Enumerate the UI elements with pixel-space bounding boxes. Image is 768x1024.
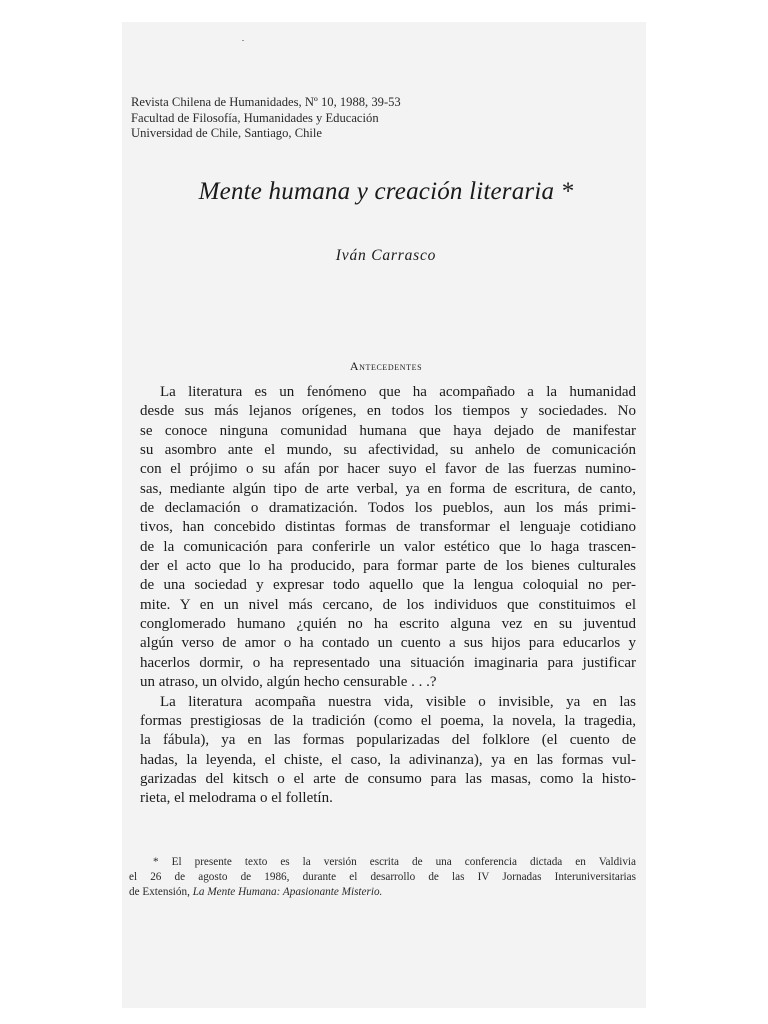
university-line: Universidad de Chile, Santiago, Chile <box>131 126 322 140</box>
journal-citation: Revista Chilena de Humanidades, Nº 10, 1988, 39-53 <box>131 95 401 109</box>
body-line: tivos, han concebido distintas formas de transformar el lenguaje cotidiano <box>140 519 636 536</box>
body-line: hadas, la leyenda, el chiste, el caso, la adivinanza), ya en las formas vul- <box>140 751 636 768</box>
body-line: su asombro ante el mundo, su afectividad, su anhelo de comunicación <box>140 442 636 459</box>
body-line: se conoce ninguna comunidad humana que haya dejado de manifestar <box>140 422 636 439</box>
journal-header <box>131 95 401 142</box>
body-text <box>140 383 636 809</box>
body-line: La literatura acompaña nuestra vida, visible o invisible, ya en las <box>160 693 636 710</box>
body-line: garizadas del kitsch o el arte de consumo para las masas, como la histo- <box>140 770 636 787</box>
body-line: hacerlos dormir, o ha representado una situación imaginaria para justificar <box>140 654 636 671</box>
footnote <box>129 855 636 900</box>
article-author: Iván Carrasco <box>335 247 437 264</box>
body-line: con el prójimo o su afán por hacer suyo el favor de las fuerzas numino- <box>140 461 636 478</box>
body-line: sas, mediante algún tipo de arte verbal, ya en forma de escritura, de canto, <box>140 480 636 497</box>
body-line: de la comunicación para conferirle un valor estético que lo haga trascen- <box>140 538 636 555</box>
body-line: algún verso de amor o ha contado un cuento a sus hijos para educarlos y <box>140 635 636 652</box>
scan-speck <box>242 40 244 41</box>
footnote-line: * El presente texto es la versión escrita de una conferencia dictada en Valdivia <box>153 856 636 868</box>
faculty-line: Facultad de Filosofía, Humanidades y Educación <box>131 110 379 125</box>
footnote-line <box>129 885 636 900</box>
article-title: Mente humana y creación literaria * <box>198 178 574 205</box>
body-line: de una sociedad y expresar todo aquello que la lengua coloquial no per- <box>140 577 636 594</box>
body-line: desde sus más lejanos orígenes, en todos los tiempos y sociedades. No <box>140 403 636 420</box>
body-line: der el acto que lo ha producido, para formar parte de los bienes culturales <box>140 558 636 575</box>
body-line: mite. Y en un nivel más cercano, de los individuos que constituimos el <box>140 596 636 613</box>
footnote-line: el 26 de agosto de 1986, durante el desarrollo de las IV Jornadas Interuniversitarias <box>129 871 636 883</box>
footnote-text: de Extensión, <box>129 886 193 898</box>
body-line: la fábula), ya en las formas popularizadas del folklore (el cuento de <box>140 732 636 749</box>
footnote-italic-title: La Mente Humana: Apasionante Misterio. <box>192 886 383 898</box>
body-line: de declamación o dramatización. Todos los pueblos, aun los más primi- <box>140 500 636 517</box>
body-line: conglomerado humano ¿quién no ha escrito alguna vez en su juventud <box>140 616 636 633</box>
section-heading: Antecedentes <box>349 359 423 373</box>
body-line: formas prestigiosas de la tradición (como el poema, la novela, la tragedia, <box>140 712 636 729</box>
body-line: La literatura es un fenómeno que ha acompañado a la humanidad <box>160 384 636 400</box>
body-line: rieta, el melodrama o el folletín. <box>140 790 333 807</box>
body-line: un atraso, un olvido, algún hecho censurable . . .? <box>140 674 437 691</box>
